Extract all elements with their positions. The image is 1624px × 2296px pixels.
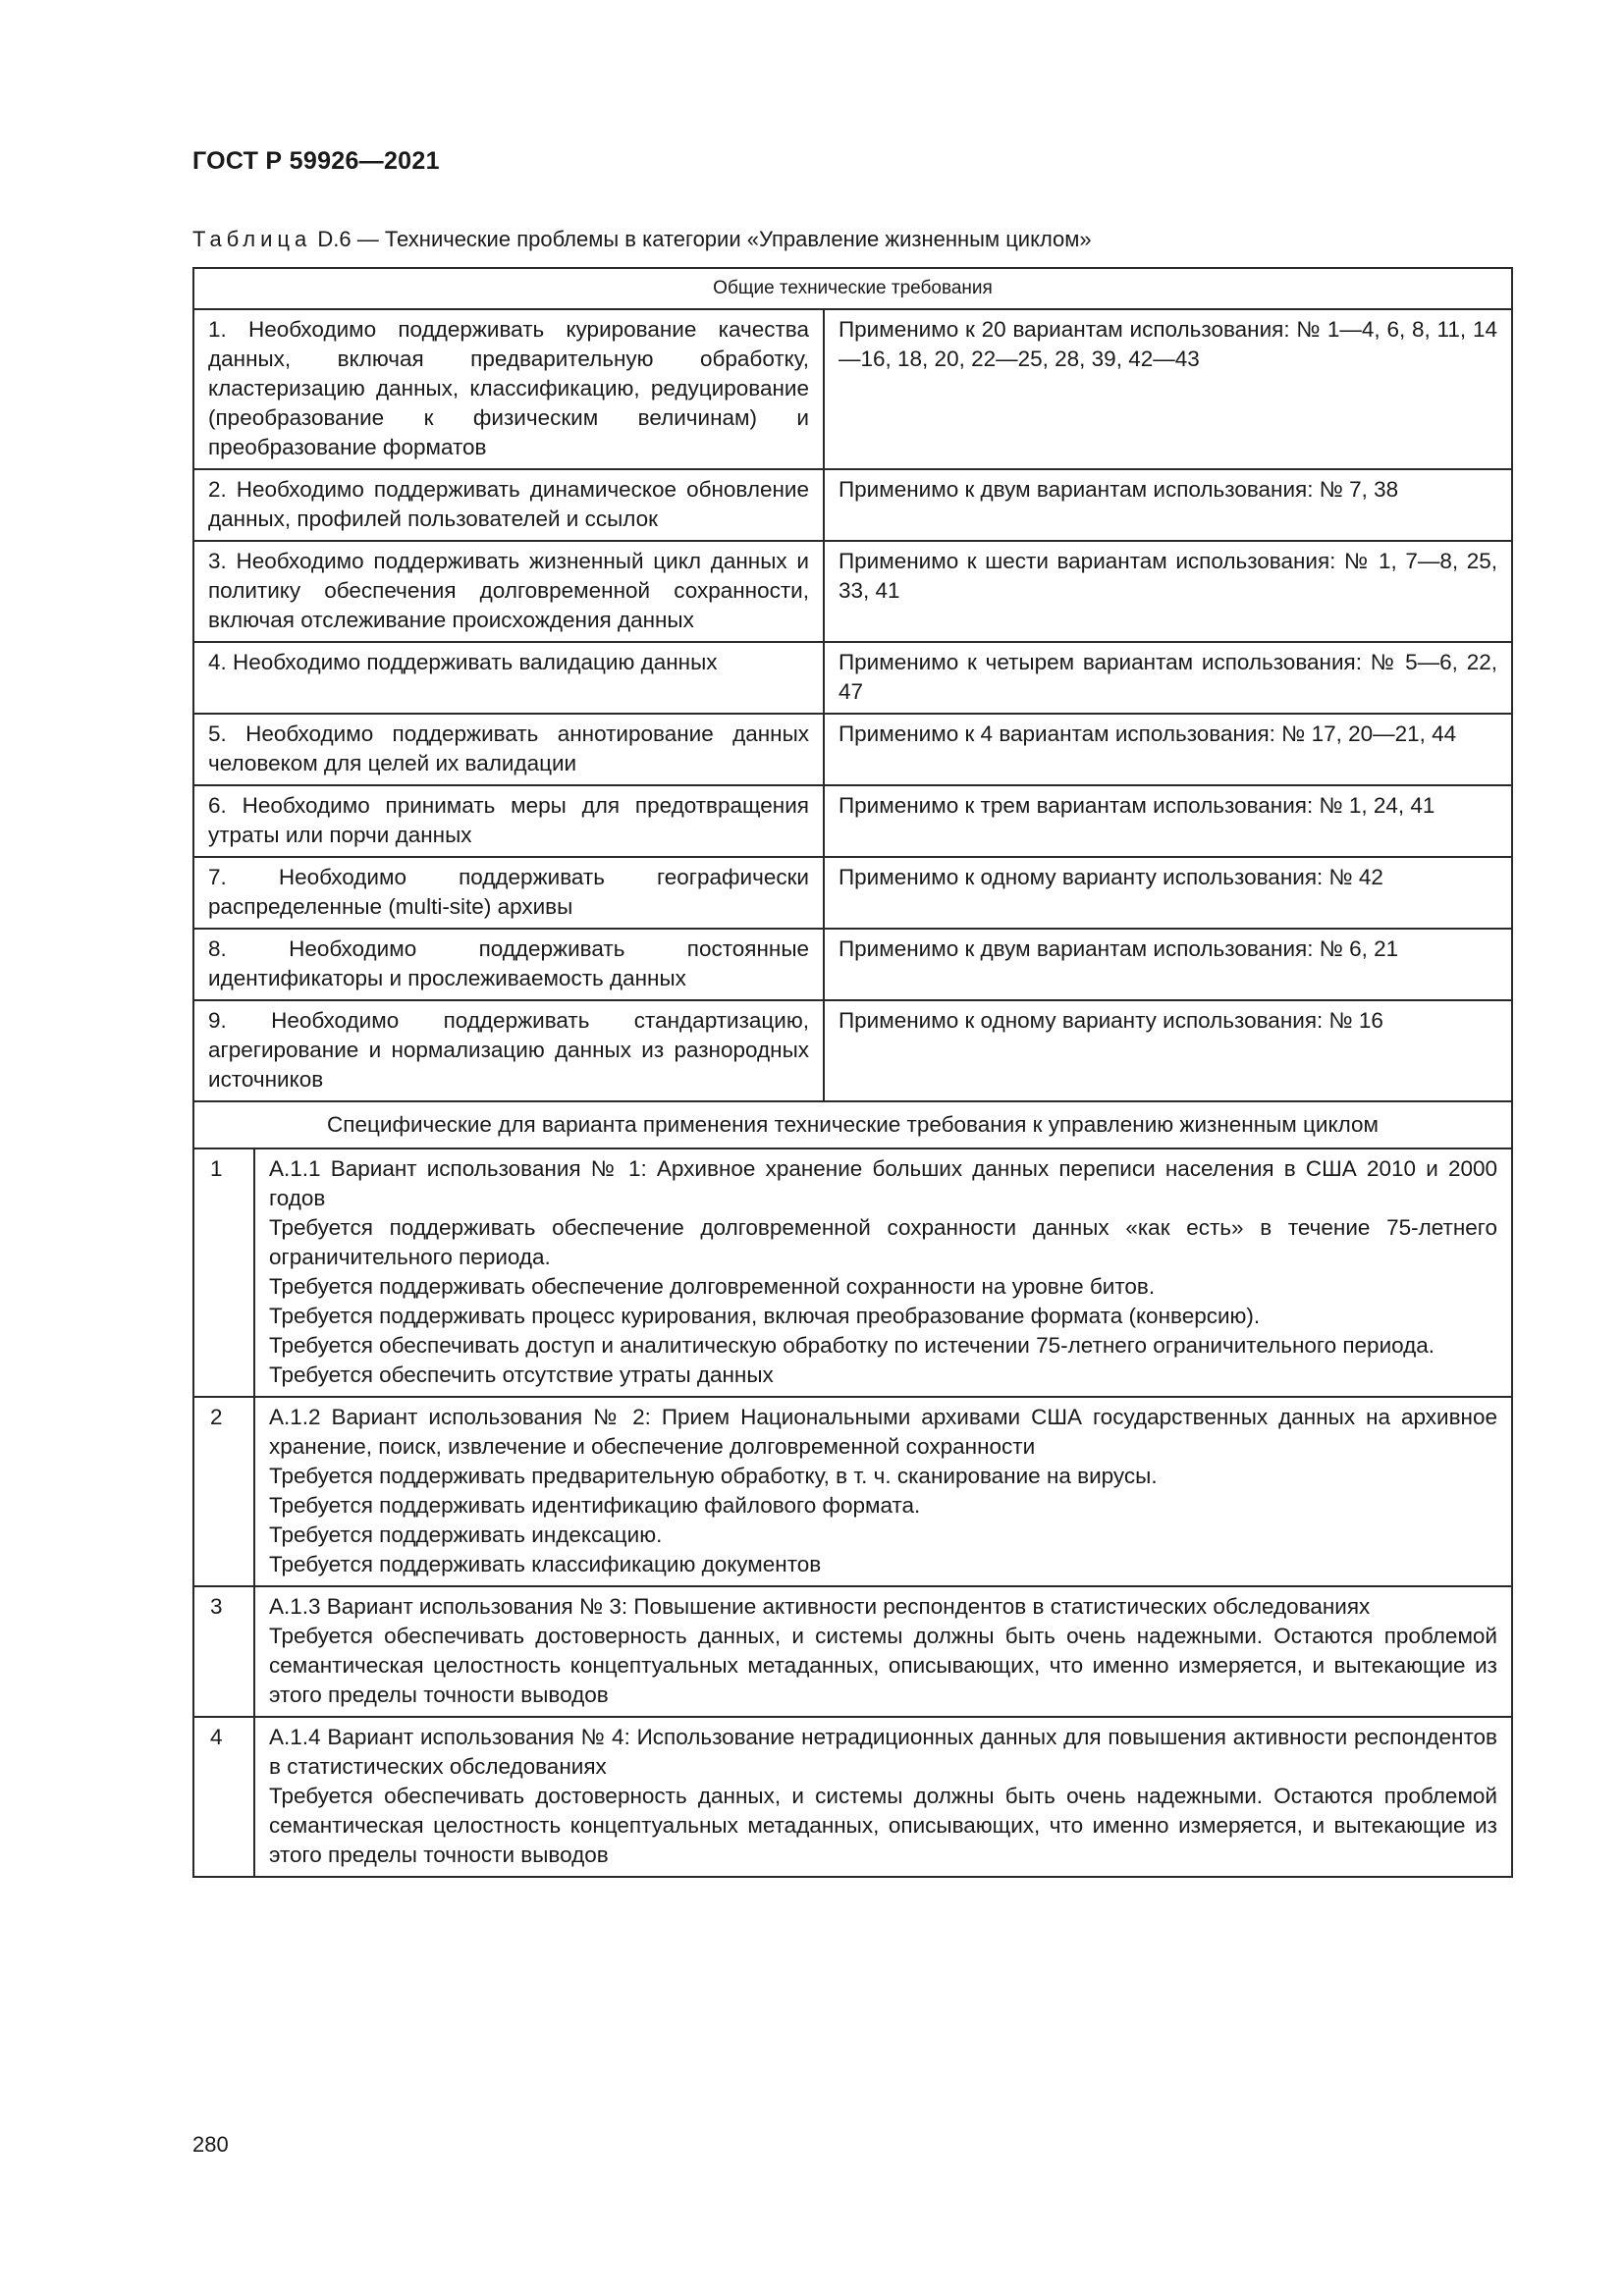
use-case-number: 3	[193, 1586, 254, 1717]
requirement-cell: 6. Необходимо принимать меры для предотвращения утраты или порчи данных	[193, 785, 824, 857]
use-case-line: Требуется поддерживать предварительную обработку, в т. ч. сканирование на вирусы.	[269, 1464, 1158, 1488]
general-row	[193, 857, 1512, 929]
requirement-cell: 1. Необходимо поддерживать курирование качества данных, включая предварительную обработку, кластеризацию данных, классификацию, редуцирование (преобразование к физическим величинам) и преобразование форматов	[193, 309, 824, 469]
general-row	[193, 309, 1512, 469]
requirement-cell: 7. Необходимо поддерживать географически распределенные (multi-site) архивы	[193, 857, 824, 929]
requirement-cell: 5. Необходимо поддерживать аннотирование данных человеком для целей их валидации	[193, 714, 824, 785]
general-row	[193, 541, 1512, 642]
use-case-line: Требуется обеспечивать достоверность данных, и системы должны быть очень надежными. Остаются проблемой семантическая целостность концептуальных метаданных, описывающих, что именно измеряется, и вытекающие из этого пределы точности выводов	[269, 1784, 1497, 1867]
applicability-cell: Применимо к четырем вариантам использования: № 5—6, 22, 47	[824, 642, 1512, 714]
use-case-number: 1	[193, 1148, 254, 1397]
general-row	[193, 469, 1512, 541]
use-case-line: Требуется поддерживать индексацию.	[269, 1522, 663, 1547]
general-row	[193, 714, 1512, 785]
general-row	[193, 642, 1512, 714]
use-case-description	[254, 1717, 1512, 1877]
use-case-line: Требуется поддерживать процесс курирования, включая преобразование формата (конверсию).	[269, 1304, 1261, 1328]
use-case-row	[193, 1586, 1512, 1717]
caption-text: D.6 — Технические проблемы в категории «Управление жизненным циклом»	[311, 227, 1092, 251]
use-case-line: А.1.2 Вариант использования № 2: Прием Национальными архивами США государственных данных на архивное хранение, поиск, извлечение и обеспечение долговременной сохранности	[269, 1405, 1497, 1459]
caption-prefix: Таблица	[192, 227, 312, 251]
requirement-cell: 3. Необходимо поддерживать жизненный цикл данных и политику обеспечения долговременной сохранности, включая отслеживание происхождения данных	[193, 541, 824, 642]
applicability-cell: Применимо к двум вариантам использования: № 7, 38	[824, 469, 1512, 541]
use-case-number: 4	[193, 1717, 254, 1877]
requirement-cell: 2. Необходимо поддерживать динамическое обновление данных, профилей пользователей и ссылок	[193, 469, 824, 541]
use-case-row	[193, 1148, 1512, 1397]
page-number: 280	[192, 2132, 229, 2157]
general-row	[193, 929, 1512, 1000]
use-case-number: 2	[193, 1397, 254, 1586]
requirement-cell: 8. Необходимо поддерживать постоянные идентификаторы и прослеживаемость данных	[193, 929, 824, 1000]
general-section	[193, 268, 1512, 1101]
use-case-description	[254, 1148, 1512, 1397]
table-caption	[192, 227, 1092, 252]
general-row	[193, 1000, 1512, 1101]
applicability-cell: Применимо к шести вариантам использования: № 1, 7—8, 25, 33, 41	[824, 541, 1512, 642]
use-case-line: Требуется обеспечить отсутствие утраты данных	[269, 1362, 774, 1387]
use-case-line: Требуется поддерживать идентификацию файлового формата.	[269, 1493, 921, 1518]
applicability-cell: Применимо к одному варианту использования: № 16	[824, 1000, 1512, 1101]
applicability-cell: Применимо к 20 вариантам использования: № 1—4, 6, 8, 11, 14—16, 18, 20, 22—25, 28, 39, 42—43	[824, 309, 1512, 469]
use-case-line: А.1.3 Вариант использования № 3: Повышение активности респондентов в статистических обследованиях	[269, 1594, 1371, 1619]
specific-heading: Специфические для варианта применения технические требования к управлению жизненным циклом	[193, 1101, 1512, 1148]
document-header: ГОСТ Р 59926—2021	[192, 147, 440, 175]
use-case-line: Требуется поддерживать классификацию документов	[269, 1552, 822, 1576]
use-case-description	[254, 1397, 1512, 1586]
applicability-cell: Применимо к двум вариантам использования: № 6, 21	[824, 929, 1512, 1000]
requirement-cell: 9. Необходимо поддерживать стандартизацию, агрегирование и нормализацию данных из разнородных источников	[193, 1000, 824, 1101]
use-case-description	[254, 1586, 1512, 1717]
general-heading: Общие технические требования	[193, 268, 1512, 309]
specific-section	[193, 1101, 1512, 1877]
use-case-line: Требуется обеспечивать достоверность данных, и системы должны быть очень надежными. Остаются проблемой семантическая целостность концептуальных метаданных, описывающих, что именно измеряется, и вытекающие из этого пределы точности выводов	[269, 1624, 1497, 1707]
use-case-line: Требуется обеспечивать доступ и аналитическую обработку по истечении 75-летнего ограничительного периода.	[269, 1333, 1435, 1358]
use-case-row	[193, 1397, 1512, 1586]
applicability-cell: Применимо к трем вариантам использования: № 1, 24, 41	[824, 785, 1512, 857]
requirement-cell: 4. Необходимо поддерживать валидацию данных	[193, 642, 824, 714]
use-case-line: Требуется поддерживать обеспечение долговременной сохранности на уровне битов.	[269, 1274, 1156, 1299]
use-case-row	[193, 1717, 1512, 1877]
use-case-line: Требуется поддерживать обеспечение долговременной сохранности данных «как есть» в течение 75-летнего ограничительного периода.	[269, 1215, 1497, 1269]
general-row	[193, 785, 1512, 857]
applicability-cell: Применимо к 4 вариантам использования: № 17, 20—21, 44	[824, 714, 1512, 785]
use-case-line: А.1.4 Вариант использования № 4: Использование нетрадиционных данных для повышения активности респондентов в статистических обследованиях	[269, 1725, 1497, 1779]
applicability-cell: Применимо к одному варианту использования: № 42	[824, 857, 1512, 929]
use-case-line: А.1.1 Вариант использования № 1: Архивное хранение больших данных переписи населения в США 2010 и 2000 годов	[269, 1156, 1497, 1210]
requirements-table	[192, 267, 1513, 1878]
